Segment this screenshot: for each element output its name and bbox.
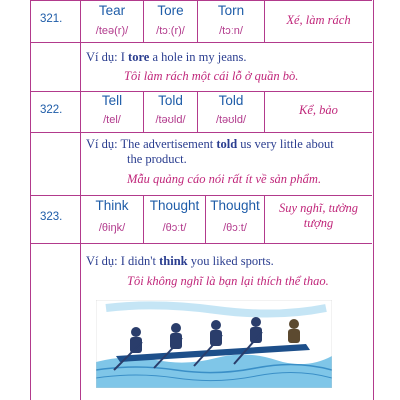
verb-participle-ipa: /tɔːn/ [219, 25, 243, 37]
example-prefix: Ví dụ: [86, 137, 118, 151]
example-prefix: Ví dụ: [86, 50, 118, 64]
verb-past-ipa: /təʊld/ [155, 114, 186, 126]
verb-participle-cell [198, 91, 264, 132]
meaning-cell [265, 195, 372, 243]
verb-past-cell [144, 91, 197, 132]
example-prefix: Ví dụ: [86, 254, 118, 268]
verb-base-cell [81, 91, 143, 132]
example-translation: Tôi làm rách một cái lỗ ở quần bò. [124, 69, 299, 83]
verb-base: Tell [101, 93, 123, 108]
verb-base-ipa: /tel/ [103, 114, 121, 126]
verb-past-cell [144, 0, 197, 42]
entry-number: 322. [40, 104, 63, 116]
example-before: The advertisement [117, 137, 217, 151]
verb-participle-ipa: /təʊld/ [215, 114, 247, 126]
entry-number: 323. [40, 211, 63, 223]
rowing-team-icon [96, 300, 332, 388]
example-bold: told [216, 137, 238, 151]
entry-number: 321. [40, 13, 63, 25]
example-sentence [86, 137, 334, 152]
example-bold: think [159, 254, 188, 268]
row-divider [30, 132, 372, 133]
example-after: a hole in my jeans. [149, 50, 247, 64]
verb-participle-ipa: /θɔːt/ [223, 222, 247, 234]
example-sentence [86, 50, 247, 65]
verb-participle: Thought [210, 198, 260, 213]
verb-past: Thought [149, 198, 200, 213]
verb-base-ipa: /θiŋk/ [98, 222, 126, 234]
example-translation: Mẫu quảng cáo nói rất ít về sản phẩm. [127, 172, 322, 186]
verb-participle-cell [198, 0, 264, 42]
example-sentence [86, 254, 274, 269]
meaning-text-line1: Suy nghĩ, tưởng [278, 201, 359, 215]
verb-base-cell [81, 0, 143, 42]
verb-base: Think [95, 198, 129, 213]
verb-base: Tear [98, 3, 126, 18]
verb-past-cell [144, 195, 205, 243]
example-before: I didn't [117, 254, 160, 268]
meaning-text-line2: tượng [303, 216, 334, 230]
verb-base-cell [81, 195, 143, 243]
meaning-text: Kể, bảo [299, 103, 338, 117]
example-after: you liked sports. [187, 254, 274, 268]
row-divider [30, 243, 372, 244]
verb-participle: Told [218, 93, 244, 108]
meaning-cell [265, 91, 372, 132]
verb-past: Tore [157, 3, 184, 18]
meaning-text: Xé, làm rách [286, 13, 351, 27]
verb-past-ipa: /θɔːt/ [162, 222, 187, 234]
example-after: us very little about [237, 137, 334, 151]
example-translation: Tôi không nghĩ là bạn lại thích thể thao. [127, 274, 329, 288]
example-before: I [117, 50, 129, 64]
verb-base-ipa: /teə(r)/ [95, 25, 129, 37]
verb-participle-cell [206, 195, 264, 243]
verb-past-ipa: /tɔː(r)/ [156, 25, 185, 37]
verb-past: Told [158, 93, 183, 108]
row-divider [30, 42, 372, 43]
meaning-cell [265, 0, 372, 42]
example-bold: tore [128, 50, 150, 64]
verb-participle: Torn [217, 3, 245, 18]
example-sentence-line2: the product. [127, 152, 187, 166]
